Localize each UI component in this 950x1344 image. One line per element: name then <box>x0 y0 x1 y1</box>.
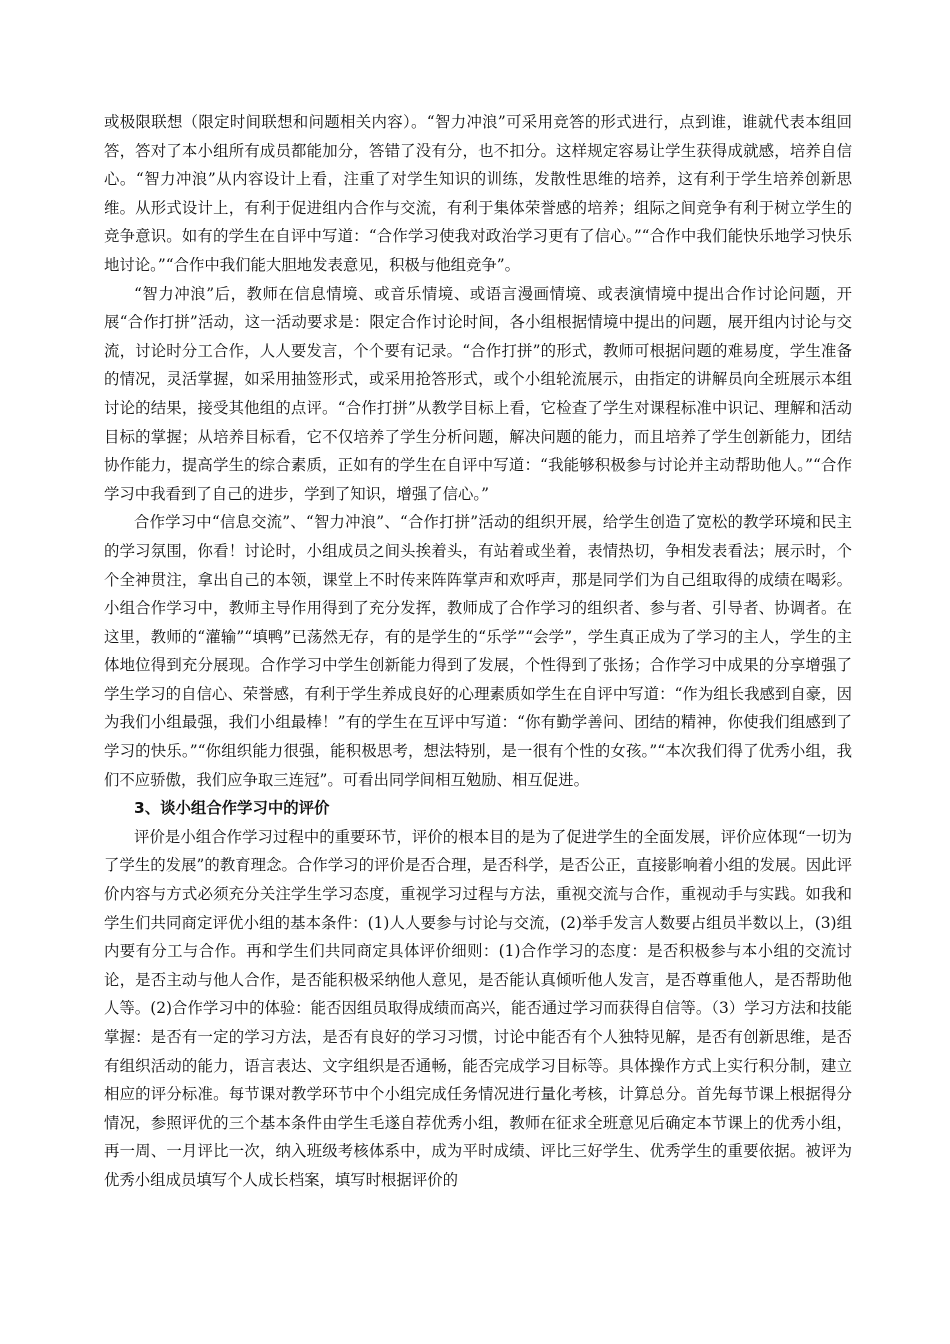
document-page <box>104 108 852 1195</box>
paragraph-cooperative-struggle: “智力冲浪”后，教师在信息情境、或音乐情境、或语言漫画情境、或表演情境中提出合作讨论问题，开展“合作打拼”活动，这一活动要求是：限定合作讨论时间，各小组根据情境中提出的问题，展开组内讨论与交流，讨论时分工合作，人人要发言，个个要有记录。“合作打拼”的形式，教师可根据问题的难易度，学生准备的情况，灵活掌握，如采用抽签形式，或采用抢答形式，或个小组轮流展示，由指定的讲解员向全班展示本组讨论的结果，接受其他组的点评。“合作打拼”从教学目标上看，它检查了学生对课程标准中识记、理解和活动目标的掌握；从培养目标看，它不仅培养了学生分析问题，解决问题的能力，而且培养了学生创新能力，团结协作能力，提高学生的综合素质，正如有的学生在自评中写道：“我能够积极参与讨论并主动帮助他人。”“合作学习中我看到了自己的进步，学到了知识，增强了信心。” <box>104 284 852 503</box>
section-heading-evaluation: 3、谈小组合作学习中的评价 <box>134 799 330 818</box>
paragraph-intelligence-surf: 或极限联想（限定时间联想和问题相关内容）。“智力冲浪”可采用竞答的形式进行，点到谁，谁就代表本组回答，答对了本小组所有成员都能加分，答错了没有分，也不扣分。这样规定容易让学生获得成就感，培养自信心。“智力冲浪”从内容设计上看，注重了对学生知识的训练，发散性思维的培养，这有利于学生培养创新思维。从形式设计上，有利于促进组内合作与交流，有利于集体荣誉感的培养；组际之间竞争有利于树立学生的竞争意识。如有的学生在自评中写道：“合作学习使我对政治学习更有了信心。”“合作中我们能快乐地学习快乐地讨论。”“合作中我们能大胆地发表意见，积极与他组竞争”。 <box>104 113 852 274</box>
paragraph-activity-organization: 合作学习中“信息交流”、“智力冲浪”、“合作打拼”活动的组织开展，给学生创造了宽松的教学环境和民主的学习氛围，你看！讨论时，小组成员之间头挨着头，有站着或坐着，表情热切，争相发表看法；展示时，个个全神贯注，拿出自己的本领，课堂上不时传来阵阵掌声和欢呼声，那是同学们为自己组取得的成绩在喝彩。小组合作学习中，教师主导作用得到了充分发挥，教师成了合作学习的组织者、参与者、引导者、协调者。在这里，教师的“灌输”“填鸭”已荡然无存，有的是学生的“乐学”“会学”，学生真正成为了学习的主人，学生的主体地位得到充分展现。合作学习中学生创新能力得到了发展，个性得到了张扬；合作学习中成果的分享增强了学生学习的自信心、荣誉感，有利于学生养成良好的心理素质如学生在自评中写道：“作为组长我感到自豪，因为我们小组最强，我们小组最棒！”有的学生在互评中写道：“你有勤学善问、团结的精神，你使我们组感到了学习的快乐。”“你组织能力很强，能积极思考，想法特别，是一很有个性的女孩。”“本次我们得了优秀小组，我们不应骄傲，我们应争取三连冠”。可看出同学间相互勉励、相互促进。 <box>104 513 852 789</box>
paragraph-evaluation: 评价是小组合作学习过程中的重要环节，评价的根本目的是为了促进学生的全面发展，评价应体现“一切为了学生的发展”的教育理念。合作学习的评价是否合理，是否科学，是否公正，直接影响着小组的发展。因此评价内容与方式必须充分关注学生学习态度，重视学习过程与方法，重视交流与合作，重视动手与实践。如我和学生们共同商定评优小组的基本条件：(1)人人要参与讨论与交流，(2)举手发言人数要占组员半数以上，(3)组内要有分工与合作。再和学生们共同商定具体评价细则：(1)合作学习的态度：是否积极参与本小组的交流讨论，是否主动与他人合作，是否能积极采纳他人意见，是否能认真倾听他人发言，是否尊重他人，是否帮助他人等。(2)合作学习中的体验：能否因组员取得成绩而高兴，能否通过学习而获得自信等。（3）学习方法和技能掌握：是否有一定的学习方法，是否有良好的学习习惯，讨论中能否有个人独特见解，是否有创新思维，是否有组织活动的能力，语言表达、文字组织是否通畅，能否完成学习目标等。具体操作方式上实行积分制，建立相应的评分标准。每节课对教学环节中个小组完成任务情况进行量化考核，计算总分。首先每节课上根据得分情况，参照评优的三个基本条件由学生毛遂自荐优秀小组，教师在征求全班意见后确定本节课上的优秀小组，再一周、一月评比一次，纳入班级考核体系中，成为平时成绩、评比三好学生、优秀学生的重要依据。被评为优秀小组成员填写个人成长档案，填写时根据评价的 <box>104 827 852 1189</box>
